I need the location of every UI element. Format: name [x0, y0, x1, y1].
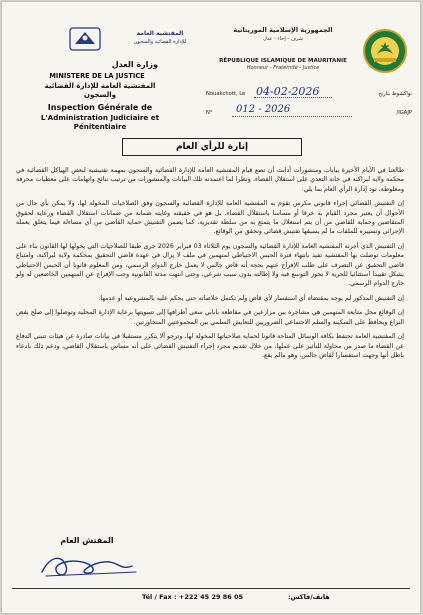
motto-ar: شرف - إخاء - عدل: [263, 36, 303, 42]
motto-fr: Honneur - Fraternité - Justice: [246, 65, 320, 71]
reference-number-line: [206, 106, 412, 120]
body-paragraph: إن التفتيش المذكور لم يوجه بمقتضاه أي استفسار لأي قاض ولم تكتمل خلاصاته حتى يحكم عليه بالمشروعية أو عدمها.: [98, 294, 404, 302]
ministry-name-ar: وزارة العدل: [111, 60, 158, 69]
national-seal-icon: [362, 28, 408, 74]
ministry-name-fr: MINISTERE DE LA JUSTICE: [49, 72, 145, 80]
inspection-name-fr-2: L'Administration Judiciaire et Pénitentiaire: [40, 113, 160, 131]
body-paragraph: طالعنا في الأيام الأخيرة بيانات ومنشورات أدانت أن تضع قيام المفتشية العامة للإدارة القضائية والسجون بمهمة تفتيشية لبعض الهياكل القضائية في محكمة ولاية لبراكنة في خانة التعدي على استقلال القضاء، ونظرا لما اعتمدته تلك البيانات والمنشورات من ترتيب نتائج واتهامات على معطيات محرفة ومغلوطة، تود إدارة الرأي العام بما يلي:: [16, 167, 404, 193]
footer: [12, 593, 410, 605]
reference-suffix: /IGAJP: [396, 110, 412, 116]
reference-number-value: 012 - 2026: [236, 104, 291, 115]
inspection-logo-icon: [12, 24, 104, 60]
date-label-ar: نواكشوط بتاريخ: [378, 91, 412, 97]
logo-subcaption-ar: للإدارة القضائية والسجون: [133, 39, 187, 45]
inspection-name-ar-1: المفتشية العامة للإدارة القضائية: [44, 82, 156, 90]
letter-page: [2, 2, 420, 613]
republic-title-ar: الجمهورية الإسلامية الموريتانية: [233, 26, 333, 34]
body-paragraph: إن المفتشية العامة تحتفظ بكافة الوسائل المتاحة قانونا لحماية صلاحياتها المخولة لها، وترجو ألا يتكرر مستقبلا في بيانات صادرة عن هيئات تتبنى الدفاع عن القضاء ما صدر من محاولة للتأثير على عملها، من خلال تقديم مجرد إجراء التفتيش القضائي على أنه مساس باستقلال القاضي، ودعم ذلك بادعاء باطل أنها وجهت استفسارا لقاض جالس، وهو مالم يقع.: [16, 333, 404, 359]
footer-tel-fax: Tél / Fax : +222 45 29 86 05: [142, 593, 244, 601]
date-label-fr: Nouakchott, Le: [206, 91, 246, 97]
handwritten-signature-icon: [36, 548, 146, 582]
body-paragraph: إن التفتيش القضائي إجراء قانوني مكرس تقوم به المفتشية العامة للإدارة القضائية والسجون وفق الصلاحيات المخولة لها، ولا يمكن بأي حال من الأحوال أن يعتبر مجرد القيام به خرقا أو مساسا باستقلال القضاء، بل هو في حقيقته وغايته ضمانة من ضمانات استقلال القضاء ورعاية لحقوق المتقاضين وحماية للقاضي من أن يتم استغلال ما يتمتع به من سلطة تقديرية، كما يضمن التفتيش حماية القاضي من أي مساءلة فيما يتعلق بعمله الإجرائي وتسييره للملفات ما لم يسبقها تفتيش قضائي وتحقق من الوقائع.: [16, 200, 404, 236]
document-title: إنارة للرأي العام: [122, 138, 302, 156]
inspection-name-fr-1: Inspection Générale de: [47, 103, 153, 112]
signatory-title: المفتش العام: [60, 536, 114, 545]
logo-caption-ar: المفتشية العامة: [136, 30, 184, 37]
date-line: [206, 87, 412, 101]
number-dotted-line: [232, 116, 352, 117]
number-label: N°: [206, 110, 213, 116]
inspection-name-ar-2: والسجون: [84, 91, 116, 99]
document-body: [16, 166, 404, 365]
date-value: 04-02-2026: [256, 85, 320, 98]
footer-divider: [12, 588, 410, 589]
republic-title-fr: RÉPUBLIQUE ISLAMIQUE DE MAURITANIE: [219, 58, 347, 64]
body-paragraph: إن الوقائع محل متابعة المتهمين هي مشاجرة بين مزارعين في مقاطعة بابابي سعى أطرافها إلى تسويتها برعاية الإدارة المحلية وتوصلوا إلى صلح يفض النزاع ويحافظ على السكينة والسلم الاجتماعي الضروريين للتعايش السلمي بين المجموعتين المتجاورتين.: [16, 309, 404, 326]
footer-tel-fax-ar: هاتف/فاكس:: [288, 593, 330, 601]
body-paragraph: إن التفتيش الذي أجرته المفتشية العامة للإدارة القضائية والسجون يوم الثلاثاء 03 فبراير 2026 جرى طبقا للصلاحيات التي يخولها لها القانون بناء على معلومات توصلت بها المفتشية تفيد بانتهاء فترة الحبس الاحتياطي لمتهمين في ملف لا يزال في عهدة قاضي التحقيق بمحكمة ولاية لبراكنة، وامتناع قاضي التحقيق عن التصرف على طلب الإفراج عنهم بحجة أنه قاض جالس لا يعمل خارج الدوام الرسمي، ومن المعلوم قانونا أن الحبس الاحتياطي يشكل تقييدا استثنائيا للحرية لا يجوز التوسع فيه ولا إطالته بدون سبب شرعي، وحتى انتهت مدته القانونية وجب الإفراج عن المتهمين الخاضعين له ولو خارج الدوام الرسمي.: [16, 242, 404, 288]
